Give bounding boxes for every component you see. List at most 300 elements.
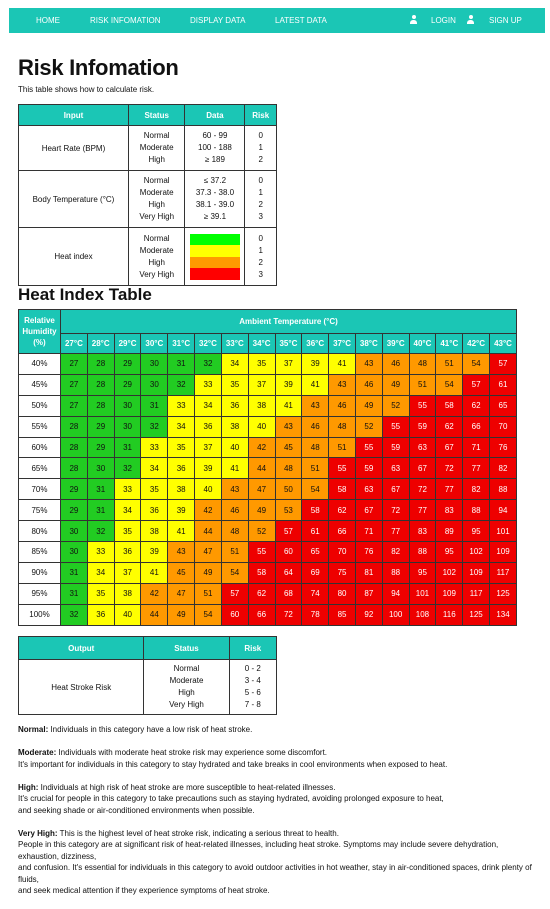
heat-index-cell: 116	[436, 604, 463, 625]
heat-index-cell: 89	[436, 521, 463, 542]
desc-text: and seek medical attention if they experience symptoms of heat stroke.	[18, 886, 270, 895]
heat-index-cell: 100	[382, 604, 409, 625]
table-row	[19, 583, 517, 604]
heat-index-cell: 30	[87, 458, 114, 479]
heat-index-cell: 44	[248, 458, 275, 479]
rh-label: 80%	[19, 521, 61, 542]
heat-index-cell: 66	[248, 604, 275, 625]
login-user-icon[interactable]	[409, 15, 418, 25]
heat-index-cell: 40	[195, 479, 222, 500]
heat-index-cell: 35	[114, 521, 141, 542]
heat-index-cell: 83	[409, 521, 436, 542]
table-row	[19, 171, 277, 228]
heat-index-cell: 34	[141, 458, 168, 479]
heat-index-cell: 46	[221, 500, 248, 521]
header-risk: Risk	[245, 105, 277, 126]
heat-index-cell: 66	[329, 521, 356, 542]
heat-index-cell: 35	[221, 374, 248, 395]
table-row	[19, 500, 517, 521]
rh-header: Relative Humidity (%)	[19, 310, 61, 354]
heat-index-cell: 32	[87, 521, 114, 542]
risk-descriptions	[18, 724, 538, 908]
data-value: ≤ 37.2	[203, 176, 227, 185]
heat-index-cell: 62	[329, 500, 356, 521]
heat-index-cell: 68	[275, 583, 302, 604]
status-value: Very High	[169, 700, 204, 709]
heat-index-cell: 109	[490, 542, 517, 563]
data-value: ≥ 189	[204, 155, 225, 164]
heat-index-cell: 54	[221, 562, 248, 583]
nav-signup[interactable]: SIGN UP	[489, 16, 522, 25]
status-value: High	[148, 200, 165, 209]
temp-column-header: 27°C	[61, 334, 88, 354]
swatch-red	[190, 268, 240, 280]
table-row	[19, 437, 517, 458]
header-data: Data	[185, 105, 245, 126]
heat-index-cell: 65	[490, 395, 517, 416]
data-value: 38.1 - 39.0	[195, 200, 235, 209]
data-cell	[185, 126, 245, 171]
heat-index-cell: 58	[302, 500, 329, 521]
heat-index-cell: 29	[61, 500, 88, 521]
risk-value: 5 - 6	[244, 688, 261, 697]
risk-value: 3 - 4	[244, 676, 261, 685]
intro-text: This table shows how to calculate risk.	[18, 85, 155, 94]
desc-text: and confusion. It's essential for individuals in this category to avoid outdoor activities in hot weather, stay in air-conditioned spaces, drink plenty of fluids,	[18, 863, 532, 884]
desc-label: Very High:	[18, 828, 58, 838]
heat-index-cell: 102	[463, 542, 490, 563]
table-row	[19, 395, 517, 416]
temp-column-header: 29°C	[114, 334, 141, 354]
rh-label: 90%	[19, 562, 61, 583]
heat-index-cell: 59	[382, 437, 409, 458]
heat-index-cell: 38	[168, 479, 195, 500]
table-row	[19, 126, 277, 171]
heat-index-cell: 67	[409, 458, 436, 479]
temp-column-header: 31°C	[168, 334, 195, 354]
heat-index-header	[19, 310, 517, 334]
heat-index-cell: 46	[355, 374, 382, 395]
nav-risk-information[interactable]: RISK INFOMATION	[90, 16, 161, 25]
temp-column-header: 30°C	[141, 334, 168, 354]
heat-index-cell: 80	[329, 583, 356, 604]
heat-index-cell: 72	[436, 458, 463, 479]
desc-text: and seeking shade or air-conditioned environments when possible.	[18, 805, 255, 815]
nav-latest-data[interactable]: LATEST DATA	[275, 16, 327, 25]
risk-value: 1	[258, 245, 263, 255]
heat-index-cell: 67	[382, 479, 409, 500]
heat-index-cell: 41	[329, 354, 356, 375]
heat-index-cell: 33	[141, 437, 168, 458]
rh-label: 70%	[19, 479, 61, 500]
heat-index-cell: 101	[490, 521, 517, 542]
heat-index-cell: 42	[248, 437, 275, 458]
heat-index-cell: 43	[275, 416, 302, 437]
heat-index-cell: 42	[195, 500, 222, 521]
risk-cell	[245, 126, 277, 171]
output-table-header	[19, 637, 277, 660]
temp-column-header: 38°C	[355, 334, 382, 354]
output-heat-stroke-risk: Heat Stroke Risk	[19, 660, 144, 715]
heat-index-cell: 51	[329, 437, 356, 458]
heat-index-cell: 33	[168, 395, 195, 416]
desc-text: People in this category are at significant risk of heat-related illnesses, including heat stroke. Symptoms may include severe dehydration, exhaustion, dizziness,	[18, 840, 499, 861]
table-row	[19, 458, 517, 479]
heat-index-cell: 52	[382, 395, 409, 416]
heat-index-cell: 43	[221, 479, 248, 500]
heat-index-cell: 77	[436, 479, 463, 500]
heat-index-cell: 47	[195, 542, 222, 563]
heat-index-cell: 55	[248, 542, 275, 563]
table-row	[19, 479, 517, 500]
heat-index-cell: 45	[168, 562, 195, 583]
heat-index-cell: 41	[221, 458, 248, 479]
heat-index-cell: 66	[463, 416, 490, 437]
data-cell	[185, 171, 245, 228]
heat-index-cell: 27	[61, 395, 88, 416]
heat-index-cell: 34	[195, 395, 222, 416]
heat-index-cell: 34	[221, 354, 248, 375]
heat-index-cell: 101	[409, 583, 436, 604]
risk-value: 0	[258, 131, 263, 140]
input-heart-rate: Heart Rate (BPM)	[19, 126, 129, 171]
heat-index-cell: 67	[355, 500, 382, 521]
status-value: Moderate	[139, 245, 174, 255]
heat-index-cell: 36	[114, 542, 141, 563]
status-value: Very High	[139, 269, 175, 279]
risk-value: 2	[258, 155, 263, 164]
heat-index-cell: 35	[87, 583, 114, 604]
heat-index-cell: 62	[436, 416, 463, 437]
heat-index-cell: 34	[87, 562, 114, 583]
heat-index-cell: 54	[195, 604, 222, 625]
desc-moderate	[18, 747, 538, 770]
heat-index-cell: 50	[275, 479, 302, 500]
heat-index-cell: 43	[329, 374, 356, 395]
swatch-cell	[185, 228, 245, 286]
heat-index-cell: 125	[490, 583, 517, 604]
heat-index-cell: 88	[463, 500, 490, 521]
heat-index-cell: 64	[275, 562, 302, 583]
heat-index-cell: 71	[463, 437, 490, 458]
heat-index-cell: 44	[141, 604, 168, 625]
temp-column-header: 39°C	[382, 334, 409, 354]
heat-index-cell: 58	[329, 479, 356, 500]
heat-index-cell: 27	[61, 374, 88, 395]
heat-index-cell: 31	[114, 437, 141, 458]
heat-index-cell: 88	[382, 562, 409, 583]
heat-index-cell: 62	[463, 395, 490, 416]
heat-index-cell: 37	[248, 374, 275, 395]
heat-index-cell: 38	[221, 416, 248, 437]
heat-index-cell: 54	[463, 354, 490, 375]
heat-index-cell: 57	[490, 354, 517, 375]
heat-index-cell: 83	[436, 500, 463, 521]
heat-index-cell: 62	[248, 583, 275, 604]
rh-label: 60%	[19, 437, 61, 458]
heat-index-cell: 27	[61, 354, 88, 375]
rh-label: 55%	[19, 416, 61, 437]
heat-index-cell: 125	[463, 604, 490, 625]
temp-column-header: 36°C	[302, 334, 329, 354]
temp-column-header: 35°C	[275, 334, 302, 354]
heat-index-cell: 71	[355, 521, 382, 542]
heat-index-cell: 102	[436, 562, 463, 583]
temp-row	[19, 334, 517, 354]
heat-index-cell: 95	[463, 521, 490, 542]
heat-index-cell: 74	[302, 583, 329, 604]
heat-index-cell: 31	[87, 500, 114, 521]
heat-index-cell: 28	[87, 354, 114, 375]
header-risk: Risk	[229, 637, 276, 660]
heat-index-cell: 41	[141, 562, 168, 583]
header-output: Output	[19, 637, 144, 660]
status-value: Very High	[139, 212, 175, 221]
status-cell	[128, 228, 184, 286]
heat-index-cell: 134	[490, 604, 517, 625]
temp-column-header: 41°C	[436, 334, 463, 354]
risk-cell	[229, 660, 276, 715]
status-value: Normal	[143, 131, 170, 140]
heat-index-cell: 70	[490, 416, 517, 437]
desc-text: It's important for individuals in this category to stay hydrated and take breaks in cool environments when exposed to heat.	[18, 759, 448, 769]
status-value: Normal	[173, 664, 200, 673]
heat-index-cell: 51	[409, 374, 436, 395]
temp-column-header: 37°C	[329, 334, 356, 354]
heat-index-cell: 32	[168, 374, 195, 395]
rh-label: 85%	[19, 542, 61, 563]
heat-index-cell: 72	[409, 479, 436, 500]
heat-index-cell: 35	[168, 437, 195, 458]
heat-index-cell: 33	[114, 479, 141, 500]
desc-high	[18, 782, 538, 817]
swatch-green	[190, 234, 240, 246]
heat-index-cell: 52	[355, 416, 382, 437]
heat-index-cell: 117	[463, 583, 490, 604]
heat-index-cell: 82	[463, 479, 490, 500]
risk-value: 1	[258, 188, 263, 197]
nav-login[interactable]: LOGIN	[431, 16, 456, 25]
heat-index-cell: 37	[195, 437, 222, 458]
heat-index-cell: 88	[409, 542, 436, 563]
desc-text: Individuals with moderate heat stroke risk may experience some discomfort.	[56, 748, 328, 757]
heat-index-cell: 45	[275, 437, 302, 458]
heat-index-cell: 77	[463, 458, 490, 479]
heat-index-cell: 48	[221, 521, 248, 542]
table-row	[19, 604, 517, 625]
heat-index-cell: 39	[168, 500, 195, 521]
heat-index-cell: 63	[382, 458, 409, 479]
heat-index-cell: 36	[168, 458, 195, 479]
nav-display-data[interactable]: DISPLAY DATA	[190, 16, 246, 25]
heat-index-cell: 85	[329, 604, 356, 625]
desc-label: High:	[18, 782, 39, 792]
heat-index-cell: 43	[168, 542, 195, 563]
risk-value: 2	[258, 200, 263, 209]
desc-label: Normal:	[18, 725, 49, 734]
status-value: Moderate	[139, 188, 174, 197]
risk-value: 0	[258, 176, 263, 185]
heat-index-cell: 72	[275, 604, 302, 625]
heat-index-cell: 55	[329, 458, 356, 479]
desc-normal	[18, 724, 538, 736]
heat-index-cell: 53	[275, 500, 302, 521]
risk-value: 0 - 2	[244, 664, 261, 673]
heat-index-cell: 51	[302, 458, 329, 479]
heat-index-cell: 49	[195, 562, 222, 583]
heat-index-cell: 54	[436, 374, 463, 395]
temp-column-header: 34°C	[248, 334, 275, 354]
heat-index-cell: 31	[87, 479, 114, 500]
input-body-temperature: Body Temperature (°C)	[19, 171, 129, 228]
output-table	[18, 636, 277, 715]
heat-index-cell: 78	[302, 604, 329, 625]
heat-index-cell: 28	[87, 395, 114, 416]
heat-index-cell: 75	[329, 562, 356, 583]
heat-index-cell: 29	[114, 354, 141, 375]
heat-index-cell: 41	[168, 521, 195, 542]
heat-index-cell: 29	[87, 437, 114, 458]
swatch-yellow	[190, 245, 240, 257]
heat-index-cell: 61	[490, 374, 517, 395]
heat-index-cell: 31	[141, 395, 168, 416]
signup-user-icon[interactable]	[466, 15, 475, 25]
temp-column-header: 43°C	[490, 334, 517, 354]
heat-index-cell: 43	[355, 354, 382, 375]
desc-text: Individuals in this category have a low risk of heat stroke.	[48, 725, 253, 734]
heat-index-cell: 70	[329, 542, 356, 563]
rh-label: 45%	[19, 374, 61, 395]
risk-value: 0	[258, 233, 263, 243]
heat-index-cell: 32	[141, 416, 168, 437]
rh-label: 65%	[19, 458, 61, 479]
desc-very-high	[18, 828, 538, 897]
risk-cell	[245, 228, 277, 286]
header-status: Status	[128, 105, 184, 126]
heat-index-cell: 29	[114, 374, 141, 395]
table-row	[19, 354, 517, 375]
heat-index-cell: 76	[490, 437, 517, 458]
heat-index-cell: 55	[355, 437, 382, 458]
heat-index-cell: 33	[195, 374, 222, 395]
heat-index-cell: 35	[141, 479, 168, 500]
temp-column-header: 33°C	[221, 334, 248, 354]
temp-column-header: 42°C	[463, 334, 490, 354]
heat-index-cell: 40	[248, 416, 275, 437]
rh-label: 95%	[19, 583, 61, 604]
rh-label: 75%	[19, 500, 61, 521]
heat-index-cell: 52	[248, 521, 275, 542]
heat-index-cell: 28	[61, 458, 88, 479]
heat-index-cell: 51	[195, 583, 222, 604]
navbar	[9, 8, 545, 33]
heat-index-cell: 48	[329, 416, 356, 437]
input-heat-index: Heat index	[19, 228, 129, 286]
rh-label: 50%	[19, 395, 61, 416]
heat-index-cell: 36	[87, 604, 114, 625]
heat-index-cell: 36	[195, 416, 222, 437]
risk-table-header	[19, 105, 277, 126]
heat-index-cell: 32	[61, 604, 88, 625]
desc-label: Moderate:	[18, 748, 57, 757]
heat-index-cell: 95	[409, 562, 436, 583]
heat-index-cell: 60	[275, 542, 302, 563]
heat-index-cell: 82	[490, 458, 517, 479]
rh-label: 40%	[19, 354, 61, 375]
heat-index-cell: 72	[382, 500, 409, 521]
status-cell	[144, 660, 229, 715]
heat-index-cell: 30	[61, 542, 88, 563]
heat-index-cell: 41	[302, 374, 329, 395]
heat-index-cell: 60	[221, 604, 248, 625]
heat-index-cell: 76	[355, 542, 382, 563]
status-value: Normal	[143, 176, 170, 185]
heat-index-cell: 58	[436, 395, 463, 416]
heat-index-cell: 61	[302, 521, 329, 542]
table-row	[19, 542, 517, 563]
nav-home[interactable]: HOME	[36, 16, 60, 25]
swatch-orange	[190, 257, 240, 269]
heat-index-cell: 30	[114, 416, 141, 437]
heat-index-cell: 38	[141, 521, 168, 542]
heat-index-cell: 49	[168, 604, 195, 625]
heat-index-cell: 29	[87, 416, 114, 437]
data-value: ≥ 39.1	[203, 212, 227, 221]
heat-index-cell: 49	[248, 500, 275, 521]
desc-text: This is the highest level of heat stroke risk, indicating a serious threat to health.	[57, 828, 339, 838]
heat-index-cell: 30	[114, 395, 141, 416]
heat-index-cell: 38	[248, 395, 275, 416]
header-input: Input	[19, 105, 129, 126]
heat-index-cell: 77	[409, 500, 436, 521]
heat-index-cell: 30	[141, 374, 168, 395]
heat-index-cell: 28	[61, 416, 88, 437]
heat-index-cell: 81	[355, 562, 382, 583]
heat-index-cell: 46	[329, 395, 356, 416]
table-row	[19, 521, 517, 542]
data-value: 37.3 - 38.0	[195, 188, 235, 197]
status-cell	[128, 126, 184, 171]
heat-index-cell: 49	[355, 395, 382, 416]
heat-index-cell: 48	[275, 458, 302, 479]
heat-index-cell: 58	[248, 562, 275, 583]
heat-index-cell: 28	[87, 374, 114, 395]
heat-index-cell: 30	[61, 521, 88, 542]
heat-index-cell: 63	[409, 437, 436, 458]
heat-index-cell: 34	[114, 500, 141, 521]
heat-index-cell: 37	[275, 354, 302, 375]
risk-value: 1	[258, 143, 263, 152]
heat-index-cell: 59	[355, 458, 382, 479]
rh-label: 100%	[19, 604, 61, 625]
heat-index-cell: 69	[302, 562, 329, 583]
heat-index-cell: 33	[87, 542, 114, 563]
heat-index-cell: 59	[409, 416, 436, 437]
heat-index-cell: 32	[195, 354, 222, 375]
heat-index-cell: 65	[302, 542, 329, 563]
table-row	[19, 374, 517, 395]
heat-index-cell: 39	[195, 458, 222, 479]
heat-index-cell: 39	[275, 374, 302, 395]
header-status: Status	[144, 637, 229, 660]
heat-index-cell: 40	[221, 437, 248, 458]
status-value: Moderate	[139, 143, 174, 152]
heat-index-cell: 54	[302, 479, 329, 500]
heat-index-cell: 88	[490, 479, 517, 500]
temp-column-header: 40°C	[409, 334, 436, 354]
heat-index-cell: 108	[409, 604, 436, 625]
heat-index-cell: 94	[490, 500, 517, 521]
